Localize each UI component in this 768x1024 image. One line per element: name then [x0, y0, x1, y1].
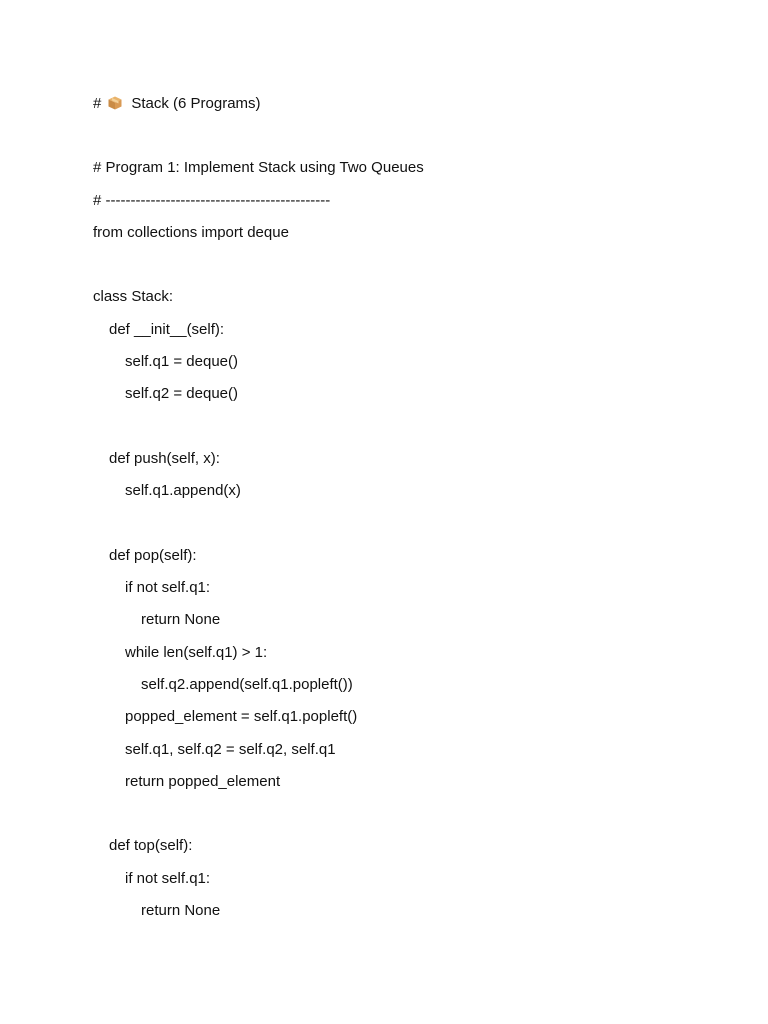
code-line: return popped_element	[125, 772, 281, 790]
code-line: return None	[141, 902, 221, 920]
code-line: return None	[141, 611, 221, 629]
blank-line	[93, 410, 733, 442]
code-line: # ---------------------------------------------	[93, 191, 331, 209]
code-line: def pop(self):	[109, 546, 197, 564]
code-line: class Stack:	[93, 288, 174, 306]
blank-line	[93, 798, 733, 830]
code-line: self.q2.append(self.q1.popleft())	[141, 675, 353, 693]
code-line: if not self.q1:	[125, 579, 211, 597]
blank-line	[93, 119, 733, 151]
code-listing	[93, 87, 733, 927]
code-line: self.q2 = deque()	[125, 385, 238, 403]
code-line: # Program 1: Implement Stack using Two Queues	[93, 159, 424, 177]
code-line: self.q1 = deque()	[125, 353, 238, 371]
document-heading	[93, 87, 733, 119]
code-line: def push(self, x):	[109, 449, 220, 467]
heading-text: Stack (6 Programs)	[131, 94, 261, 112]
blank-line	[93, 507, 733, 539]
blank-line	[93, 248, 733, 280]
code-line: popped_element = self.q1.popleft()	[125, 708, 358, 726]
code-line: def top(self):	[109, 837, 193, 855]
code-line: self.q1.append(x)	[125, 482, 241, 500]
heading-prefix: #	[93, 94, 102, 112]
code-line: if not self.q1:	[125, 869, 211, 887]
code-line: def __init__(self):	[109, 320, 225, 338]
code-line: while len(self.q1) > 1:	[125, 643, 268, 661]
code-line: from collections import deque	[93, 223, 289, 241]
code-line: self.q1, self.q2 = self.q2, self.q1	[125, 740, 336, 758]
package-icon	[107, 95, 123, 111]
